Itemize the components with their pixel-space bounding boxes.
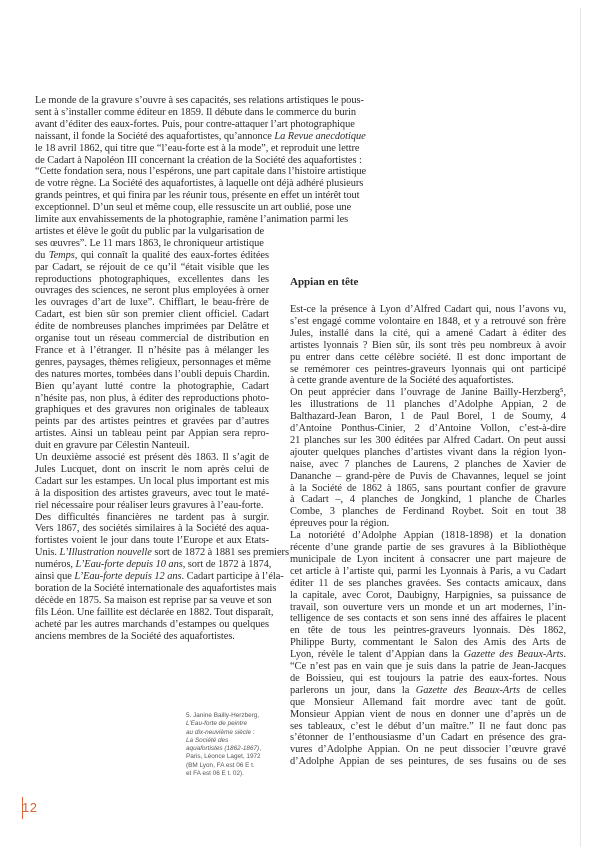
text-line: travail, son ouverture vers un monde et un art modernes, l’in- — [290, 601, 566, 613]
text-line: ses œuvres”. Le 11 mars 1863, le chroniqueur artistique — [35, 237, 264, 249]
text-line: naise, avec 7 planches de Laurens, 2 planches de Xavier de — [290, 458, 566, 470]
text-line: reproductions photographiques, excellentes dans les — [35, 273, 269, 285]
text-line: Jules, installé dans la cité, qui a amené Cadart à éditer des — [290, 327, 566, 339]
text-line: les ouvrages d’art de luxe”. Chifflart, le beau-frère de — [35, 297, 269, 309]
text-line: “Ce n’est pas en vain que je suis dans la patrie de Jean-Jacques — [290, 661, 566, 672]
text-line: Est-ce la présence à Lyon d’Alfred Cadart qui, nous l’avons vu, — [290, 304, 566, 315]
text-line: récente d’une grande partie de ses gravures à la Bibliothèque — [290, 542, 566, 553]
text-line: La notoriété d’Adolphe Appian (1818-1898) et la donation — [290, 530, 566, 542]
text-line: ses tableaux, c’est le début d’un maître.” Il ne faut donc pas — [290, 720, 566, 732]
text-line: s’est engagé comme volontaire en 1848, et y a retrouvé son frère — [290, 315, 566, 327]
text-line: duit en gravure par Célestin Nanteuil. — [35, 440, 190, 452]
text-line: genres, paysages, thèmes religieux, personnages et même — [35, 356, 271, 368]
text-line: du Temps, qui connaît la qualité des eaux-fortes éditées — [35, 249, 269, 261]
text-line: Un deuxième associé est présent dès 1863. Il s’agit de — [35, 452, 269, 463]
footnote-line: aquafortistes (1862-1867), — [186, 745, 261, 753]
text-line: avant d’éditer des eaux-fortes. Puis, pour contre-attaquer l’art photographique — [35, 118, 355, 130]
text-line: exceptionnel. D’un seul et même coup, elle ressuscite un art oublié, pose une — [35, 202, 352, 214]
text-line: Jules Lucquet, dont on inscrit le nom après celui de — [35, 463, 269, 475]
text-line: la capitale, avec Corot, Daubigny, Harpignies, sa puissance de — [290, 589, 566, 601]
text-line: à cette grande aventure de la Société des aquafortistes. — [290, 375, 514, 387]
text-line: Cadart sur les estampes. Un local plus important est mis — [35, 475, 269, 487]
text-line: artistes lyonnais ? Bien sûr, ils sont très peu nombreux à avoir — [290, 339, 566, 351]
text-line: France et à l’étranger. Il n’hésite pas à mélanger les — [35, 344, 269, 356]
text-line: éditer 11 de ses planches gravées. Ses contacts amicaux, dans — [290, 577, 566, 589]
text-line: grands peintres, et qui finira par les réunir tous, présente en effet un intérêt tout — [35, 190, 360, 202]
text-line: vures d’Adolphe Appian. On ne peut dissocier l’œuvre gravé — [290, 744, 566, 756]
footnote — [186, 712, 286, 778]
text-line: riel nécessaire pour réaliser leurs gravures à l’eau-forte. — [35, 499, 264, 511]
text-line: ainsi que L’Eau-forte depuis 12 ans. Cadart participe à l’éla- — [35, 571, 284, 582]
text-line: graphiques et des gravures non originales de tableaux — [35, 404, 269, 416]
text-line: fils Léon. Une faillite est déclarée en 1882. Tout disparaît, — [35, 606, 274, 618]
text-line: en tête de tous les peintres-graveurs lyonnais. Dès 1862, — [290, 625, 566, 637]
text-line: par Cadart, se réjouit de ce qu’il “était visible que les — [35, 261, 269, 273]
text-line: limite aux envahissements de la photographie, ramène l’animation parmi les — [35, 214, 349, 225]
text-line: On peut apprécier dans l’ouvrage de Janine Bailly-Herzberg⁵, — [290, 387, 566, 399]
text-line: sent à s’installer comme éditeur en 1859. Il débute dans le commerce du burin — [35, 106, 357, 118]
text-line: boration de la Société internationale des aquafortistes mais — [35, 582, 277, 594]
text-line: cet article à l’artiste qui, parmi les Lyonnais à Paris, a vu Cadart — [290, 565, 566, 577]
text-line: Lyon, révèle le talent d’Appian dans la Gazette des Beaux-Arts. — [290, 649, 566, 661]
text-line: ajouter quelques planches d’artistes vivant dans la région lyon- — [290, 446, 566, 458]
text-line: décède en 1875. Sa maison est reprise par sa veuve et son — [35, 594, 272, 606]
text-line: artistes et élève le goût du public par la vulgarisation de — [35, 225, 265, 237]
text-line: des natures mortes, tombées dans l’oubli depuis Chardin. — [35, 368, 270, 380]
text-line: à la Société de 1862 à 1865, sans pourtant confier de gravure — [290, 482, 566, 494]
text-line: de votre règne. La Société des aquafortistes, à laquelle ont déjà adhéré plusieurs — [35, 178, 364, 190]
text-line: fortistes voient le jour dans toute l’Europe et aux Etats- — [35, 535, 269, 547]
text-line: telligence de ses contacts et son sens inné des affaires le placent — [290, 613, 566, 625]
text-line: Combe, 3 planches de Ferdinand Roybet. Soit en tout 38 — [290, 506, 566, 518]
page-number: 12 — [22, 800, 38, 815]
section-heading: Appian en tête — [290, 276, 359, 288]
footnote-line: au dix-neuvième siècle : — [186, 728, 255, 736]
text-line: Vers 1867, des sociétés similaires à la Société des aqua- — [35, 523, 269, 535]
text-line: numéros, L’Eau-forte depuis 10 ans, sort de 1872 à 1874, — [35, 559, 272, 571]
text-line: artistes. Ainsi un tableau peint par Appian sera repro- — [35, 428, 269, 440]
text-line: n’hésite pas, non plus, à éditer des reproductions photo- — [35, 392, 269, 404]
text-line: Balthazard-Jean Baron, 1 de Paul Borel, 1 de Soumy, 4 — [290, 411, 566, 423]
text-line: “Cette fondation sera, nous l’espérons, une part capitale dans l’histoire artistique — [35, 166, 367, 178]
text-line: anciens membres de la Société des aquafortistes. — [35, 630, 235, 642]
text-line: peints par des artistes peintres et gravées par d’autres — [35, 416, 269, 428]
text-line: Bien qu’ayant lutté contre la photographie, Cadart — [35, 380, 269, 392]
text-line: ouvrages des sciences, ne seront plus employées à orner — [35, 285, 269, 297]
text-line: parlerons un jour, dans la Gazette des Beaux-Arts de celles — [290, 684, 567, 696]
text-line: de Boissieu, qui est toujours la patrie des eaux-fortes. Nous — [290, 672, 566, 684]
text-line: que Monsieur Allemand fait mordre avec tant de goût. — [290, 696, 566, 708]
text-line: édite de nombreuses planches imprimées par Delâtre et — [35, 321, 269, 333]
text-line: Dananche – grand-père de Puvis de Chavannes, lequel se joint — [290, 470, 566, 482]
text-line: organise tout un réseau commercial de distribution en — [35, 333, 269, 344]
text-line: s’étonner de l’enthousiasme d’un Cadart en présence des gra- — [290, 732, 566, 744]
text-line: Unis. L’Illustration nouvelle sort de 1872 à 1881 ses premiers — [35, 547, 289, 559]
text-line: à Cadart –, 4 planches de Jongkind, 1 planche de Charles — [290, 494, 566, 506]
text-line: le 18 avril 1862, qui titre que “l’eau-forte est à la mode”, et reproduit une lettre — [35, 142, 360, 154]
text-line: Cadart, est bien sûr son premier client officiel. Cadart — [35, 309, 269, 321]
footnote-line: La Société des — [186, 736, 229, 744]
text-line: les illustrations de 11 planches d’Adolphe Appian, 2 de — [290, 399, 566, 411]
text-line: de Cadart à Napoléon III concernant la création de la Société des aquafortistes : — [35, 154, 362, 166]
page-edge-line — [580, 8, 581, 847]
footnote-line: (BM Lyon, FA est 06 E t. — [186, 761, 255, 769]
footnote-line: L’Eau-forte de peintre — [186, 720, 248, 728]
text-line: se remémorer ces peintres-graveurs lyonnais qui ont participé — [290, 363, 566, 375]
text-line: d’Antoine Ponthus-Cinier, 2 d’Antoine Vollon, c’est-à-dire — [290, 423, 566, 434]
text-line: 21 planches sur les 300 éditées par Alfred Cadart. On peut aussi — [290, 434, 566, 446]
text-line: Le monde de la gravure s’ouvre à ses capacités, ses relations artistiques le pous- — [35, 95, 364, 106]
text-line: d’Adolphe Appian de ses peintures, de ses fusains ou de ses — [290, 756, 566, 768]
text-line: Monsieur Appian vient de nous en donner une d’après un de — [290, 708, 566, 720]
text-line: acheté par les autres marchands d’estampes ou quelques — [35, 618, 269, 630]
text-line: épreuves pour la région. — [290, 518, 390, 530]
text-line: municipale de Lyon incitent à consacrer une part majeure de — [290, 553, 566, 565]
text-line: naissant, il fonde la Société des aquafortistes, qu’annonce La Revue anecdotique — [35, 130, 366, 142]
footnote-line: 5. Janine Bailly-Herzberg, — [186, 712, 260, 719]
footnote-line: Paris, Léonce Laget, 1972 — [186, 753, 261, 761]
text-line: à la disposition des artistes graveurs, avec tout le maté- — [35, 487, 269, 499]
text-line: pu entrer dans cette célèbre société. Il est donc important de — [290, 351, 566, 363]
text-line: Des difficultés financières ne tardent pas à surgir. — [35, 511, 269, 523]
footnote-line: et FA est 06 E t. 02). — [186, 770, 244, 778]
text-line: Philippe Burty, commentant le Salon des Amis des Arts de — [290, 637, 566, 649]
